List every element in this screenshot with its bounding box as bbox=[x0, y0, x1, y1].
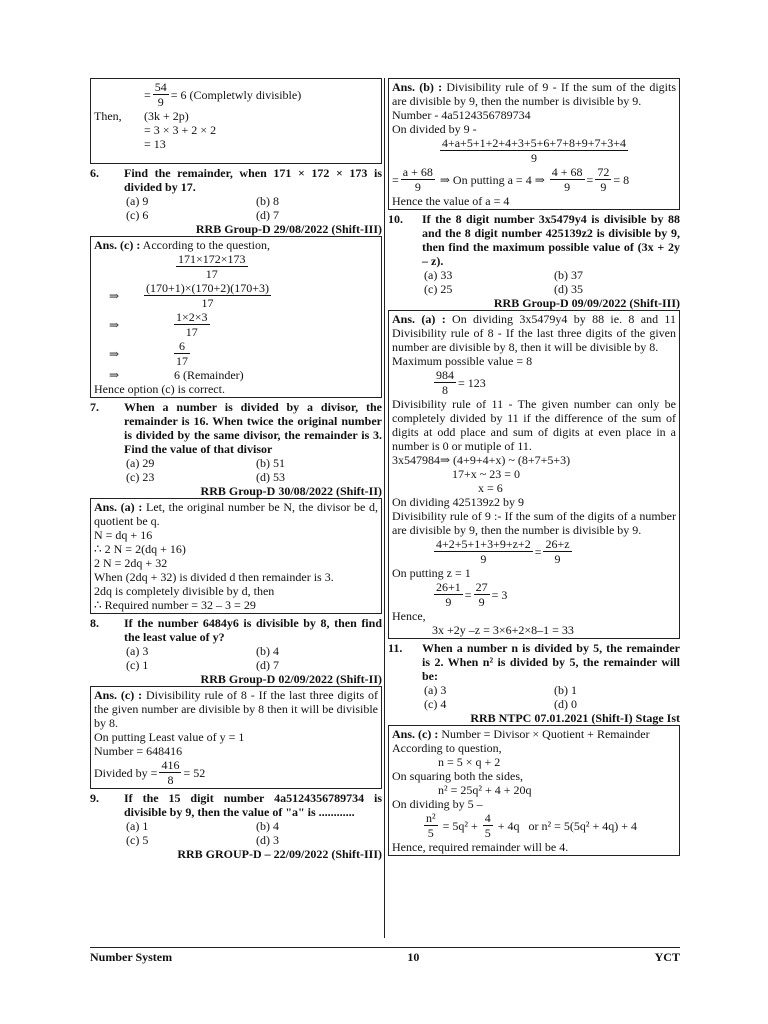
text: = 3 × 3 + 2 × 2 bbox=[144, 123, 217, 137]
text: = bbox=[144, 87, 151, 102]
answer-box-10: Ans. (a) : On dividing 3x5479y4 by 88 ie. 8 and 11 Divisibility rule of 8 - If the last three digits of the given number are divisible by 8, then it will be divisible by 8. Maximum possible value = 8 $\frac{984}{8}$ = 123 Divisibility rule of 11 - The given number can only be completely divided by 11 if the difference of the sum of digits at odd place and sum of digits at even place in a number is 0 or mutiple of 11. 3x547984⇒ (4+9+4+x) ~ (8+7+5+3) 17+x ~ 23 = 0 x = 6 On dividing 425139z2 by 9 Divisibility rule of 9 :- If the sum of the digits of a number are divisible by 9, then the number is divisible by 9. $\frac{4+2+5+1+3+9+z+2}{9}$ = $\frac{26+z}{9}$ On putting z = 1 $\frac{26+1}{9}$ = $\frac{27}{9}$ = 3 Hence, 3x +2y –z = 3×6+2×8–1 = 33 bbox=[388, 310, 680, 639]
options: (a) 9 (b) 8 (c) 6 (d) 7 bbox=[126, 194, 279, 222]
conclusion: Hence option (c) is correct. bbox=[94, 382, 225, 396]
right-column bbox=[388, 78, 680, 856]
page-footer bbox=[90, 947, 680, 964]
source-label: RRB Group-D 29/08/2022 (Shift-III) bbox=[195, 222, 382, 236]
footer-publisher: YCT bbox=[654, 950, 680, 964]
source-label: RRB Group-D 02/09/2022 (Shift-II) bbox=[200, 672, 382, 686]
question-number: 6. bbox=[90, 166, 99, 180]
text: = 6 (Completwly divisible) bbox=[170, 87, 302, 102]
source-label: RRB Group-D 30/08/2022 (Shift-II) bbox=[200, 484, 382, 498]
question-text: Find the remainder, when 171 × 172 × 173 is divided by 17. bbox=[124, 166, 382, 194]
page-number: 10 bbox=[407, 950, 420, 964]
answer-box-6: Ans. (c) : According to the question, $\frac{171\times 172\times 173}{17}$ ⇒ $\frac{(170+1)\times(170+2)(170+3)}{17}$ ⇒ $\frac{1\times 2\times 3}{17}$ ⇒ $\frac{6}{17}$ ⇒ 6 (Remainder) Hence option (c) is correct. bbox=[90, 236, 382, 398]
question-8: 8. If the number 6484y6 is divisible by 8, then find the least value of y? (a) 3 (b) 4 (c) 1 (d) 7 RRB Group-D 02/09/2022 (Shift-II) bbox=[90, 616, 382, 686]
answer-box-5-continued bbox=[90, 78, 382, 164]
left-column bbox=[90, 78, 382, 861]
question-11: 11. When a number n is divided by 5, the remainder is 2. When n² is divided by 5, the remainder will be: (a) 3 (b) 1 (c) 4 (d) 0 RRB NTPC 07.01.2021 (Shift-I) Stage Ist bbox=[388, 641, 680, 725]
question-10: 10. If the 8 digit number 3x5479y4 is divisible by 88 and the 8 digit number 425139z2 is divisible by 9, then find the maximum possible value of (3x + 2y – z). (a) 33 (b) 37 (c) 25 (d) 35 RRB Group-D 09/09/2022 (Shift-III) bbox=[388, 212, 680, 310]
question-9: 9. If the 15 digit number 4a5124356789734 is divisible by 9, then the value of "a" is ............ (a) 1 (b) 4 (c) 5 (d) 3 RRB GROUP-D – 22/09/2022 (Shift-III) bbox=[90, 791, 382, 861]
then-label: Then, bbox=[94, 109, 122, 123]
source-label: RRB NTPC 07.01.2021 (Shift-I) Stage Ist bbox=[470, 711, 680, 725]
fraction: $\frac{54}{9}$ bbox=[154, 80, 167, 109]
footer-section: Number System bbox=[90, 950, 173, 964]
source-label: RRB Group-D 09/09/2022 (Shift-III) bbox=[493, 296, 680, 310]
answer-box-7: Ans. (a) : Let, the original number be N, the divisor be d, quotient be q. N = dq + 16 ∴ 2 N = 2(dq + 16) 2 N = 2dq + 32 When (2dq + 32) is divided d then remainder is 3. 2dq is completely divisible by d, then ∴ Required number = 32 – 3 = 29 bbox=[90, 498, 382, 614]
answer-box-9: Ans. (b) : Divisibility rule of 9 - If the sum of the digits are divisible by 9, then the number is divisible by 9. Number - 4a5124356789734 On divided by 9 - $\frac{4+a+5+1+2+4+3+5+6+7+8+9+7+3+4}{9}$ = $\frac{a + 68}{9}$ ⇒ On putting a = 4 ⇒ $\frac{4 + 68}{9}$ = $\frac{72}{9}$ = 8 Hence the value of a = 4 bbox=[388, 78, 680, 210]
text: (3k + 2p) bbox=[144, 109, 189, 123]
source-label: RRB GROUP-D – 22/09/2022 (Shift-III) bbox=[177, 847, 382, 861]
answer-box-11: Ans. (c) : Number = Divisor × Quotient + Remainder According to question, n = 5 × q + 2 On squaring both the sides, n² = 25q² + 4 + 20q On dividing by 5 – $\frac{\text{n²}}{5}$ = 5q² + $\frac{4}{5}$ + 4q or n² = 5(5q² + 4q) + 4 Hence, required remainder will be 4. bbox=[388, 725, 680, 856]
question-6 bbox=[90, 166, 382, 236]
answer-box-8: Ans. (c) : Divisibility rule of 8 - If the last three digits of the given number are divisible by 8 then it will be divisible by 8. On putting Least value of y = 1 Number = 648416 Divided by = $\frac{416}{8}$ = 52 bbox=[90, 686, 382, 789]
text: = 13 bbox=[144, 137, 166, 151]
question-7: 7. When a number is divided by a divisor, the remainder is 16. When twice the original number is divided by the same divisor, the remainder is 3. Find the value of that divisor (a) 29 (b) 51 (c) 23 (d) 53 RRB Group-D 30/08/2022 (Shift-II) bbox=[90, 400, 382, 498]
